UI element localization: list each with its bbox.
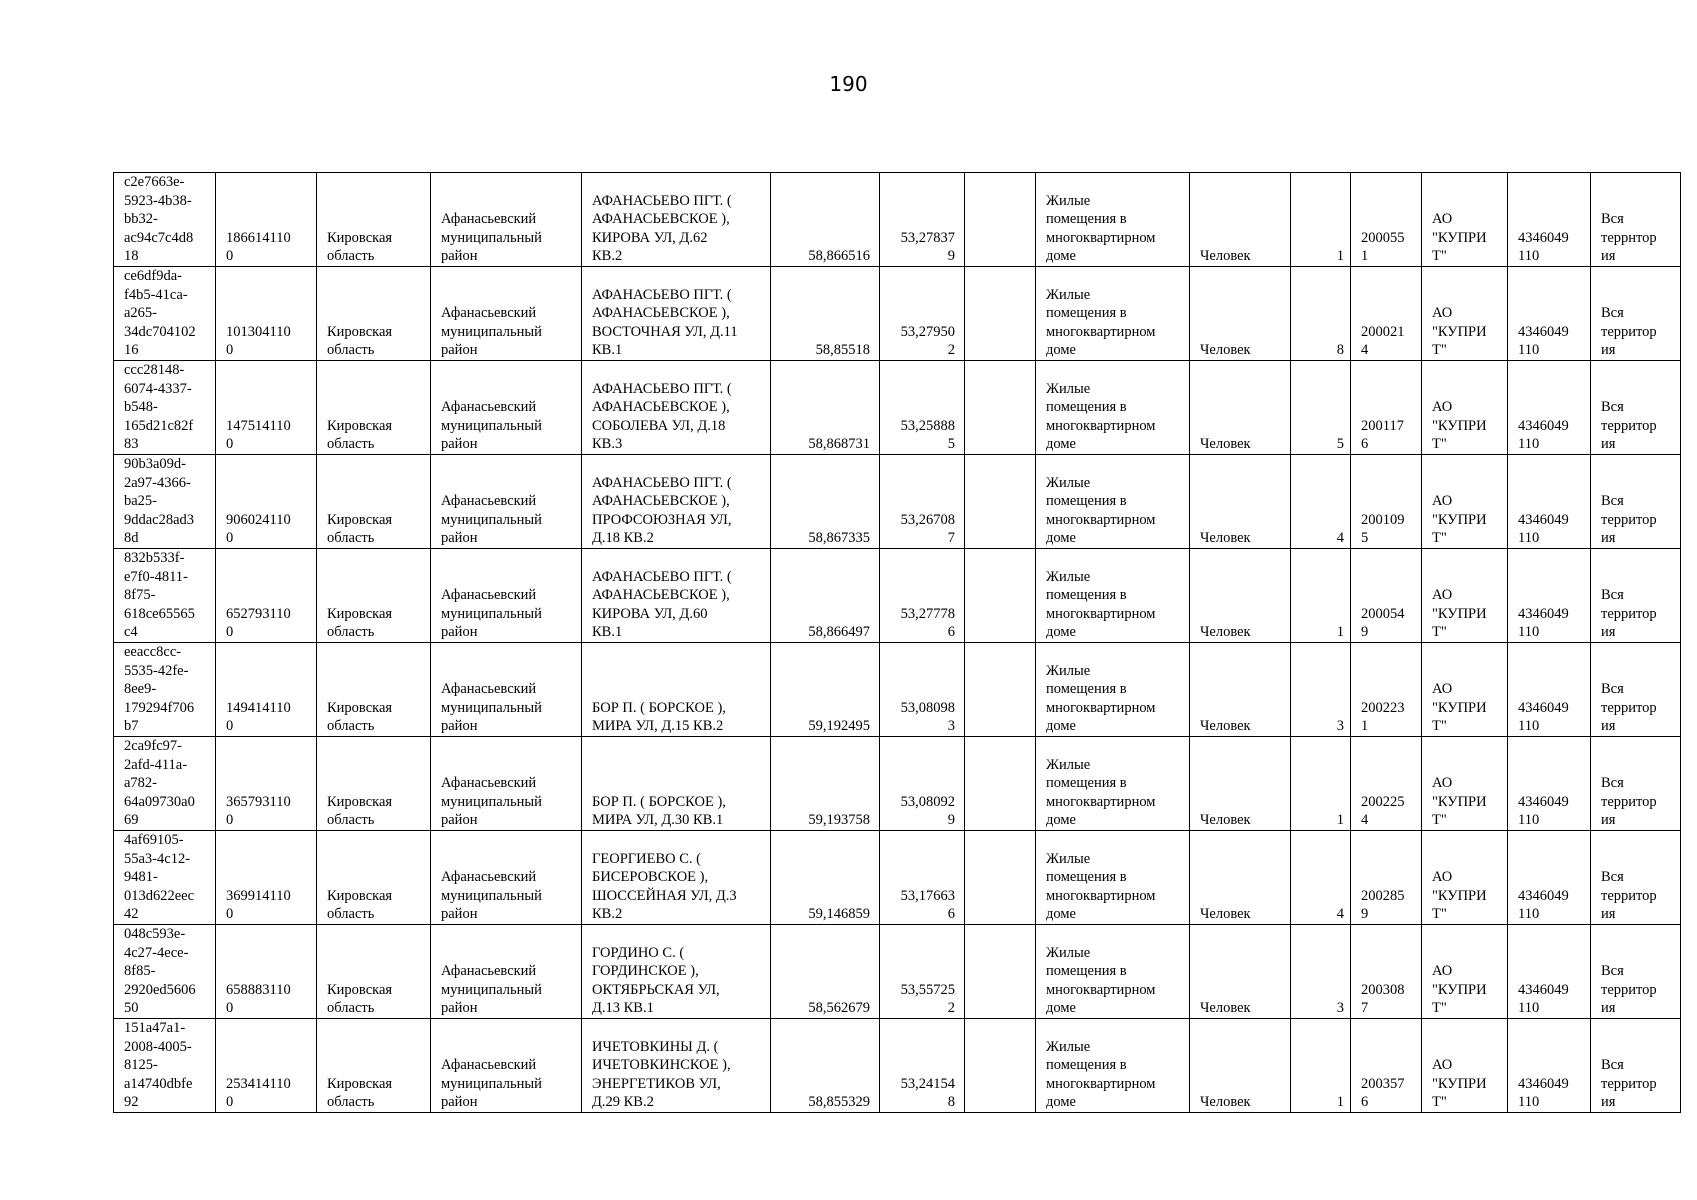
cell-region: Кировская область — [317, 925, 431, 1019]
cell-code: 149414110 0 — [216, 643, 317, 737]
cell-region: Кировская область — [317, 455, 431, 549]
cell-district: Афанасьевский муниципальный район — [431, 361, 582, 455]
cell-longitude: 53,27837 9 — [880, 173, 965, 267]
cell-organization: АО "КУПРИ Т" — [1422, 173, 1508, 267]
cell-premises-type: Жилые помещения в многоквартирном доме — [1036, 925, 1190, 1019]
cell-unit: Человек — [1190, 643, 1291, 737]
cell-region: Кировская область — [317, 737, 431, 831]
cell-longitude: 53,25888 5 — [880, 361, 965, 455]
cell-district: Афанасьевский муниципальный район — [431, 831, 582, 925]
cell-district: Афанасьевский муниципальный район — [431, 1019, 582, 1113]
cell-latitude: 59,193758 — [771, 737, 880, 831]
cell-code: 658883110 0 — [216, 925, 317, 1019]
cell-id: 2ca9fc97- 2afd-411a- a782- 64a09730a0 69 — [114, 737, 216, 831]
cell-empty — [965, 737, 1036, 831]
cell-region: Кировская область — [317, 267, 431, 361]
cell-longitude: 53,08098 3 — [880, 643, 965, 737]
cell-code: 365793110 0 — [216, 737, 317, 831]
cell-empty — [965, 267, 1036, 361]
cell-latitude: 58,866516 — [771, 173, 880, 267]
cell-organization: АО "КУПРИ Т" — [1422, 831, 1508, 925]
cell-latitude: 58,562679 — [771, 925, 880, 1019]
cell-territory: Вся территор ия — [1591, 455, 1681, 549]
cell-premises-type: Жилые помещения в многоквартирном доме — [1036, 1019, 1190, 1113]
cell-address: ГОРДИНО С. ( ГОРДИНСКОЕ ), ОКТЯБРЬСКАЯ УЛ, Д.13 КВ.1 — [582, 925, 771, 1019]
cell-count: 1 — [1291, 1019, 1351, 1113]
cell-number: 200308 7 — [1351, 925, 1422, 1019]
cell-region: Кировская область — [317, 831, 431, 925]
cell-latitude: 58,868731 — [771, 361, 880, 455]
cell-premises-type: Жилые помещения в многоквартирном доме — [1036, 267, 1190, 361]
cell-code: 101304110 0 — [216, 267, 317, 361]
cell-district: Афанасьевский муниципальный район — [431, 267, 582, 361]
cell-address: АФАНАСЬЕВО ПГТ. ( АФАНАСЬЕВСКОЕ ), ПРОФСОЮЗНАЯ УЛ, Д.18 КВ.2 — [582, 455, 771, 549]
cell-address: АФАНАСЬЕВО ПГТ. ( АФАНАСЬЕВСКОЕ ), КИРОВА УЛ, Д.62 КВ.2 — [582, 173, 771, 267]
cell-inn: 4346049 110 — [1508, 925, 1591, 1019]
cell-organization: АО "КУПРИ Т" — [1422, 643, 1508, 737]
table-row — [114, 455, 1681, 549]
cell-premises-type: Жилые помещения в многоквартирном доме — [1036, 455, 1190, 549]
cell-number: 200055 1 — [1351, 173, 1422, 267]
cell-longitude: 53,27778 6 — [880, 549, 965, 643]
cell-id: ce6df9da- f4b5-41ca- a265- 34dc704102 16 — [114, 267, 216, 361]
cell-count: 1 — [1291, 173, 1351, 267]
cell-id: c2e7663e- 5923-4b38- bb32- ac94c7c4d8 18 — [114, 173, 216, 267]
cell-address: ИЧЕТОВКИНЫ Д. ( ИЧЕТОВКИНСКОЕ ), ЭНЕРГЕТИКОВ УЛ, Д.29 КВ.2 — [582, 1019, 771, 1113]
cell-premises-type: Жилые помещения в многоквартирном доме — [1036, 643, 1190, 737]
cell-address: АФАНАСЬЕВО ПГТ. ( АФАНАСЬЕВСКОЕ ), ВОСТОЧНАЯ УЛ, Д.11 КВ.1 — [582, 267, 771, 361]
cell-region: Кировская область — [317, 361, 431, 455]
cell-number: 200357 6 — [1351, 1019, 1422, 1113]
cell-organization: АО "КУПРИ Т" — [1422, 925, 1508, 1019]
cell-empty — [965, 549, 1036, 643]
cell-empty — [965, 361, 1036, 455]
table-row — [114, 173, 1681, 267]
cell-address: АФАНАСЬЕВО ПГТ. ( АФАНАСЬЕВСКОЕ ), КИРОВА УЛ, Д.60 КВ.1 — [582, 549, 771, 643]
cell-longitude: 53,17663 6 — [880, 831, 965, 925]
cell-organization: АО "КУПРИ Т" — [1422, 737, 1508, 831]
cell-region: Кировская область — [317, 643, 431, 737]
cell-territory: Вся территор ия — [1591, 361, 1681, 455]
cell-inn: 4346049 110 — [1508, 455, 1591, 549]
cell-premises-type: Жилые помещения в многоквартирном доме — [1036, 173, 1190, 267]
cell-address: БОР П. ( БОРСКОЕ ), МИРА УЛ, Д.15 КВ.2 — [582, 643, 771, 737]
cell-inn: 4346049 110 — [1508, 1019, 1591, 1113]
cell-empty — [965, 455, 1036, 549]
cell-inn: 4346049 110 — [1508, 361, 1591, 455]
cell-number: 200117 6 — [1351, 361, 1422, 455]
cell-district: Афанасьевский муниципальный район — [431, 737, 582, 831]
cell-longitude: 53,08092 9 — [880, 737, 965, 831]
cell-number: 200054 9 — [1351, 549, 1422, 643]
cell-inn: 4346049 110 — [1508, 737, 1591, 831]
cell-unit: Человек — [1190, 549, 1291, 643]
cell-region: Кировская область — [317, 549, 431, 643]
cell-district: Афанасьевский муниципальный район — [431, 549, 582, 643]
cell-count: 8 — [1291, 267, 1351, 361]
cell-id: ccc28148- 6074-4337- b548- 165d21c82f 83 — [114, 361, 216, 455]
cell-count: 5 — [1291, 361, 1351, 455]
cell-code: 253414110 0 — [216, 1019, 317, 1113]
table-row — [114, 831, 1681, 925]
cell-district: Афанасьевский муниципальный район — [431, 643, 582, 737]
cell-empty — [965, 173, 1036, 267]
cell-empty — [965, 831, 1036, 925]
cell-territory: Вся террнтор ия — [1591, 173, 1681, 267]
cell-region: Кировская область — [317, 173, 431, 267]
cell-territory: Вся территор ия — [1591, 267, 1681, 361]
cell-count: 3 — [1291, 643, 1351, 737]
cell-code: 186614110 0 — [216, 173, 317, 267]
cell-empty — [965, 925, 1036, 1019]
cell-number: 200021 4 — [1351, 267, 1422, 361]
cell-count: 4 — [1291, 831, 1351, 925]
cell-premises-type: Жилые помещения в многоквартирном доме — [1036, 361, 1190, 455]
cell-inn: 4346049 110 — [1508, 173, 1591, 267]
page-number: 190 — [829, 72, 868, 96]
cell-id: eeacc8cc- 5535-42fe- 8ee9- 179294f706 b7 — [114, 643, 216, 737]
cell-latitude: 58,866497 — [771, 549, 880, 643]
cell-district: Афанасьевский муниципальный район — [431, 173, 582, 267]
cell-latitude: 59,192495 — [771, 643, 880, 737]
cell-latitude: 58,85518 — [771, 267, 880, 361]
cell-district: Афанасьевский муниципальный район — [431, 925, 582, 1019]
cell-premises-type: Жилые помещения в многоквартирном доме — [1036, 831, 1190, 925]
cell-latitude: 59,146859 — [771, 831, 880, 925]
cell-unit: Человек — [1190, 1019, 1291, 1113]
cell-code: 369914110 0 — [216, 831, 317, 925]
cell-count: 1 — [1291, 549, 1351, 643]
cell-latitude: 58,855329 — [771, 1019, 880, 1113]
cell-longitude: 53,55725 2 — [880, 925, 965, 1019]
cell-territory: Вся территор ия — [1591, 643, 1681, 737]
cell-unit: Человек — [1190, 737, 1291, 831]
cell-premises-type: Жилые помещения в многоквартирном доме — [1036, 737, 1190, 831]
cell-unit: Человек — [1190, 173, 1291, 267]
cell-inn: 4346049 110 — [1508, 549, 1591, 643]
cell-unit: Человек — [1190, 925, 1291, 1019]
cell-inn: 4346049 110 — [1508, 643, 1591, 737]
register-table — [113, 172, 1681, 1113]
cell-address: АФАНАСЬЕВО ПГТ. ( АФАНАСЬЕВСКОЕ ), СОБОЛЕВА УЛ, Д.18 КВ.3 — [582, 361, 771, 455]
cell-territory: Вся территор ия — [1591, 925, 1681, 1019]
cell-region: Кировская область — [317, 1019, 431, 1113]
cell-organization: АО "КУПРИ Т" — [1422, 361, 1508, 455]
cell-organization: АО "КУПРИ Т" — [1422, 267, 1508, 361]
cell-unit: Человек — [1190, 831, 1291, 925]
cell-unit: Человек — [1190, 267, 1291, 361]
table-row — [114, 549, 1681, 643]
cell-inn: 4346049 110 — [1508, 267, 1591, 361]
cell-territory: Вся территор ия — [1591, 1019, 1681, 1113]
cell-id: 048c593e- 4c27-4ece- 8f85- 2920ed5606 50 — [114, 925, 216, 1019]
cell-unit: Человек — [1190, 361, 1291, 455]
cell-longitude: 53,26708 7 — [880, 455, 965, 549]
cell-unit: Человек — [1190, 455, 1291, 549]
cell-district: Афанасьевский муниципальный район — [431, 455, 582, 549]
cell-number: 200285 9 — [1351, 831, 1422, 925]
cell-empty — [965, 1019, 1036, 1113]
cell-number: 200109 5 — [1351, 455, 1422, 549]
table-row — [114, 1019, 1681, 1113]
table-row — [114, 737, 1681, 831]
cell-longitude: 53,27950 2 — [880, 267, 965, 361]
cell-address: ГЕОРГИЕВО С. ( БИСЕРОВСКОЕ ), ШОССЕЙНАЯ УЛ, Д.3 КВ.2 — [582, 831, 771, 925]
cell-count: 4 — [1291, 455, 1351, 549]
cell-count: 3 — [1291, 925, 1351, 1019]
cell-id: 4af69105- 55a3-4c12- 9481- 013d622eec 42 — [114, 831, 216, 925]
cell-number: 200225 4 — [1351, 737, 1422, 831]
cell-organization: АО "КУПРИ Т" — [1422, 1019, 1508, 1113]
cell-latitude: 58,867335 — [771, 455, 880, 549]
cell-premises-type: Жилые помещения в многоквартирном доме — [1036, 549, 1190, 643]
cell-longitude: 53,24154 8 — [880, 1019, 965, 1113]
cell-territory: Вся территор ия — [1591, 831, 1681, 925]
table-row — [114, 925, 1681, 1019]
cell-empty — [965, 643, 1036, 737]
cell-organization: АО "КУПРИ Т" — [1422, 455, 1508, 549]
table-row — [114, 643, 1681, 737]
cell-id: 90b3a09d- 2a97-4366- ba25- 9ddac28ad3 8d — [114, 455, 216, 549]
cell-id: 832b533f- e7f0-4811- 8f75- 618ce65565 c4 — [114, 549, 216, 643]
table-row — [114, 361, 1681, 455]
cell-territory: Вся территор ия — [1591, 549, 1681, 643]
cell-number: 200223 1 — [1351, 643, 1422, 737]
table-row — [114, 267, 1681, 361]
cell-inn: 4346049 110 — [1508, 831, 1591, 925]
cell-id: 151a47a1- 2008-4005- 8125- a14740dbfe 92 — [114, 1019, 216, 1113]
cell-address: БОР П. ( БОРСКОЕ ), МИРА УЛ, Д.30 КВ.1 — [582, 737, 771, 831]
cell-count: 1 — [1291, 737, 1351, 831]
cell-organization: АО "КУПРИ Т" — [1422, 549, 1508, 643]
cell-code: 906024110 0 — [216, 455, 317, 549]
cell-code: 652793110 0 — [216, 549, 317, 643]
cell-code: 147514110 0 — [216, 361, 317, 455]
cell-territory: Вся территор ия — [1591, 737, 1681, 831]
